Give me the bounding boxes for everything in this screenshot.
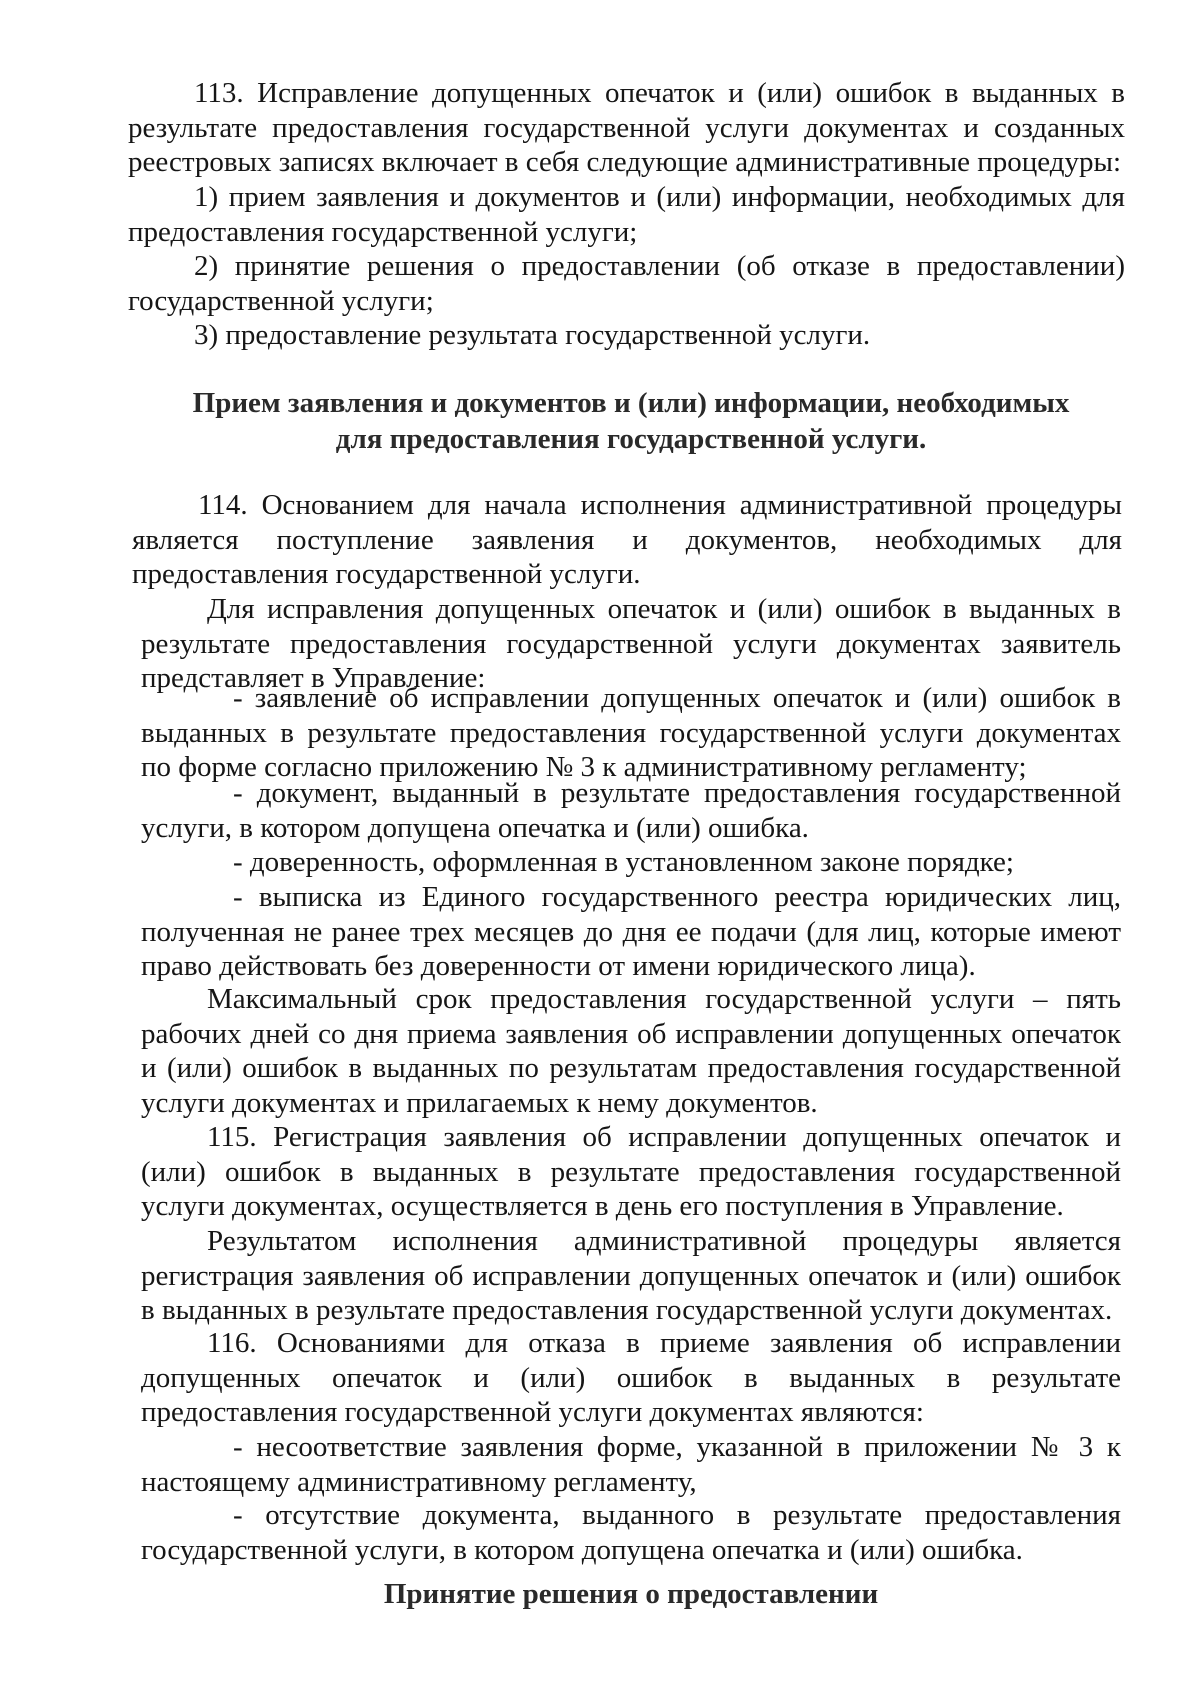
paragraph-116: 116. Основаниями для отказа в приеме заявления об исправлении допущенных опечаток и (или) ошибок в выданных в результате предоставления государственной услуги документах являются:: [141, 1327, 1121, 1428]
paragraph-114-deadline: Максимальный срок предоставления государственной услуги – пять рабочих дней со дня приема заявления об исправлении допущенных опечаток и (или) ошибок в выданных по результатам предоставления государственной услуги документах и прилагаемых к нему документов.: [141, 983, 1121, 1119]
list-item-113-1: 1) прием заявления и документов и (или) информации, необходимых для предоставления государственной услуги;: [128, 181, 1125, 248]
section-heading-decision: [141, 1576, 1121, 1612]
section-heading-intake-line-1: Прием заявления и документов и (или) информации, необходимых: [192, 387, 1070, 419]
paragraph-115: 115. Регистрация заявления об исправлении допущенных опечаток и (или) ошибок в выданных в результате предоставления государственной услуги документах, осуществляется в день его поступления в Управление.: [141, 1121, 1121, 1222]
list-item-114-application: - заявление об исправлении допущенных опечаток и (или) ошибок в выданных в результате предоставления государственной услуги документах по форме согласно приложению № 3 к административному регламенту;: [141, 682, 1121, 783]
paragraph-114-applicant-docs: Для исправления допущенных опечаток и (или) ошибок в выданных в результате предоставления государственной услуги документах заявитель представляет в Управление:: [141, 593, 1121, 694]
list-item-113-2: 2) принятие решения о предоставлении (об отказе в предоставлении) государственной услуги;: [128, 250, 1125, 317]
section-heading-decision-line-1: Принятие решения о предоставлении: [383, 1578, 879, 1610]
paragraph-113: 113. Исправление допущенных опечаток и (или) ошибок в выданных в результате предоставления государственной услуги документах и созданных реестровых записях включает в себя следующие административные процедуры:: [128, 77, 1125, 178]
list-item-114-registry-extract: - выписка из Единого государственного реестра юридических лиц, полученная не ранее трех месяцев до дня ее подачи (для лиц, которые имеют право действовать без доверенности от имени юридического лица).: [141, 881, 1121, 982]
paragraph-115-result: Результатом исполнения административной процедуры является регистрация заявления об исправлении допущенных опечаток и (или) ошибок в выданных в результате предоставления государственной услуги документах.: [141, 1225, 1121, 1326]
paragraph-114: 114. Основанием для начала исполнения административной процедуры является поступление заявления и документов, необходимых для предоставления государственной услуги.: [132, 489, 1122, 590]
list-item-113-3: 3) предоставление результата государственной услуги.: [194, 319, 871, 351]
section-heading-intake-line-2: для предоставления государственной услуги.: [335, 423, 927, 455]
list-item-114-power-of-attorney: - доверенность, оформленная в установленном законе порядке;: [233, 846, 1014, 878]
list-item-114-document: - документ, выданный в результате предоставления государственной услуги, в котором допущена опечатка и (или) ошибка.: [141, 777, 1121, 844]
list-item-116-missing-document: - отсутствие документа, выданного в результате предоставления государственной услуги, в котором допущена опечатка и (или) ошибка.: [141, 1499, 1121, 1566]
list-item-116-form-mismatch: - несоответствие заявления форме, указанной в приложении № 3 к настоящему административному регламенту,: [141, 1431, 1121, 1498]
section-heading-intake: [140, 385, 1122, 457]
